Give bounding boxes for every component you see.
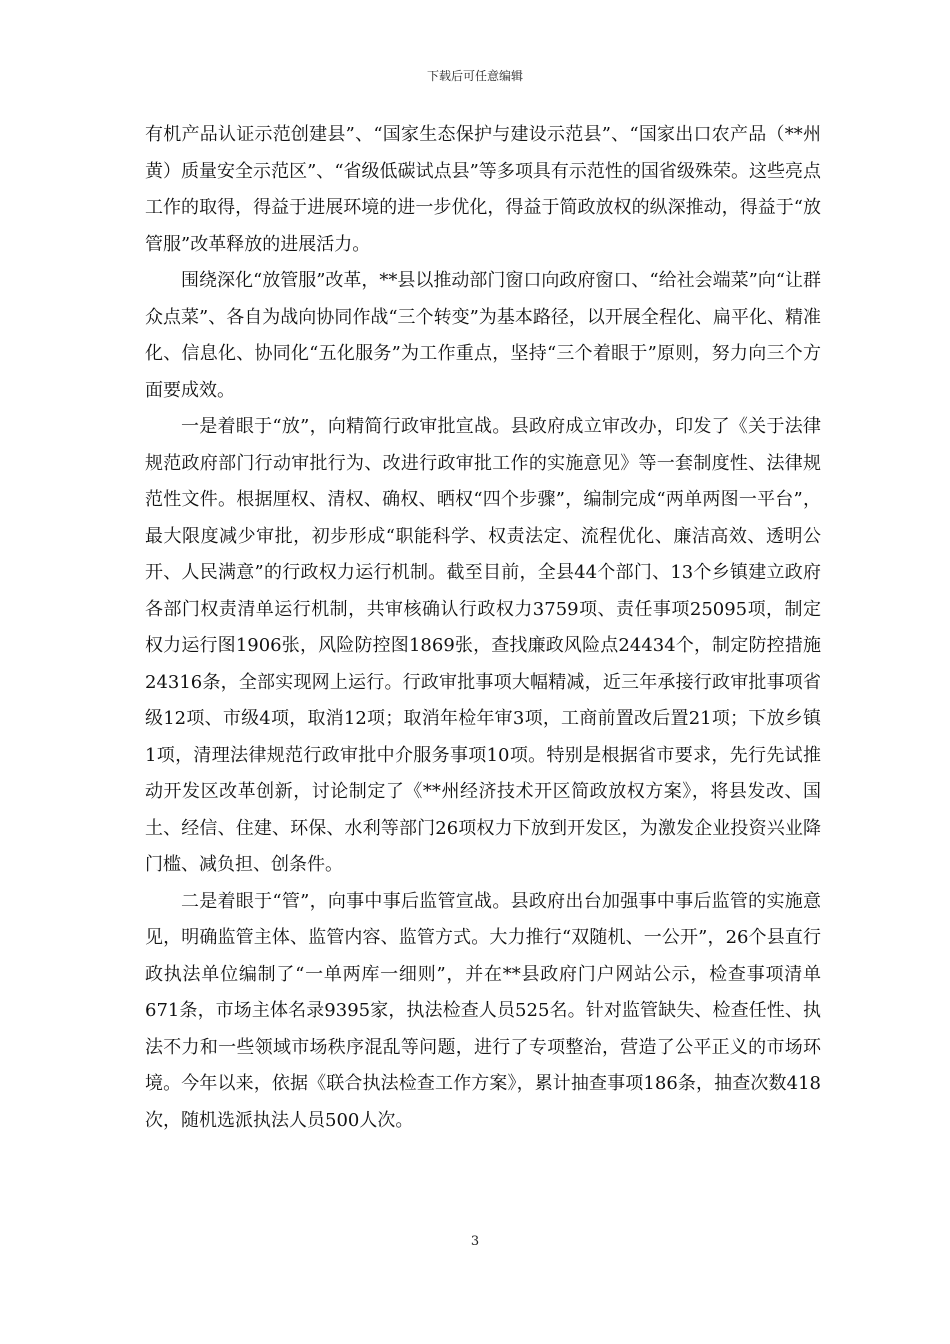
page-number: 3 [470,1234,480,1249]
paragraph-reform-overview: 围绕深化“放管服”改革，**县以推动部门窗口向政府窗口、“给社会端菜”向“让群众点菜”、各自为战向协同作战“三个转变”为基本路径，以开展全程化、扁平化、精准化、信息化、协同化“五化服务”为工作重点，坚持“三个着眼于”原则，努力向三个方面要成效。 [145,270,822,401]
page-header: 下载后可任意编辑 [426,69,523,83]
paragraph-continuation: 有机产品认证示范创建县”、“国家生态保护与建设示范县”、“国家出口农产品（**州黄）质量安全示范区”、“省级低碳试点县”等多项具有示范性的国省级殊荣。这些亮点工作的取得，得益于进展环境的进一步优化，得益于简政放权的纵深推动，得益于“放管服”改革释放的进展活力。 [145,124,821,255]
paragraph-guan: 二是着眼于“管”，向事中事后监管宣战。县政府出台加强事中事后监管的实施意见，明确监管主体、监管内容、监管方式。大力推行“双随机、一公开”，26个县直行政执法单位编制了“一单两库一细则”，并在**县政府门户网站公示，检查事项清单671条，市场主体名录9395家，执法检查人员525名。针对监管缺失、检查任性、执法不力和一些领域市场秩序混乱等问题，进行了专项整治，营造了公平正义的市场环境。今年以来，依据《联合执法检查工作方案》，累计抽查事项186条，抽查次数418次，随机选派执法人员500人次。 [145,890,821,1131]
paragraph-fang: 一是着眼于“放”，向精简行政审批宣战。县政府成立审改办，印发了《关于法律规范政府部门行动审批行为、改进行政审批工作的实施意见》等一套制度性、法律规范性文件。根据厘权、清权、确权、晒权“四个步骤”，编制完成“两单两图一平台”，最大限度减少审批，初步形成“职能科学、权责法定、流程优化、廉洁高效、透明公开、人民满意”的行政权力运行机制。截至目前，全县44个部门、13个乡镇建立政府各部门权责清单运行机制，共审核确认行政权力3759项、责任事项25095项，制定权力运行图1906张，风险防控图1869张，查找廉政风险点24434个，制定防控措施24316条，全部实现网上运行。行政审批事项大幅精减，近三年承接行政审批事项省级12项、市级4项，取消12项；取消年检年审3项，工商前置改后置21项；下放乡镇1项，清理法律规范行政审批中介服务事项10项。特别是根据省市要求，先行先试推动开发区改革创新，讨论制定了《**州经济技术开区简政放权方案》，将县发改、国土、经信、住建、环保、水利等部门26项权力下放到开发区，为激发企业投资兴业降门槛、减负担、创条件。 [145,416,821,875]
document-body [145,117,821,1139]
